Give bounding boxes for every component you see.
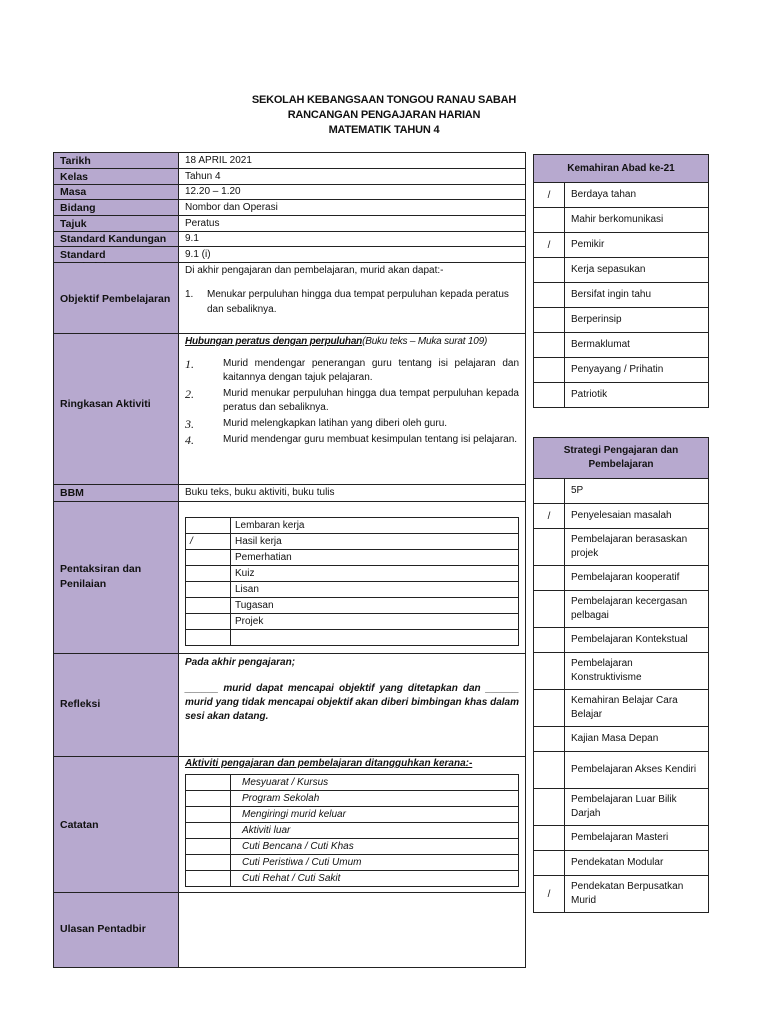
bbm-label: BBM bbox=[54, 485, 178, 502]
strategi-item: Pembelajaran kecergasan pelbagai bbox=[565, 591, 709, 628]
pentaksiran-mark[interactable]: / bbox=[186, 534, 231, 550]
catatan-row bbox=[186, 823, 519, 839]
strategi-row bbox=[534, 690, 709, 727]
ringkasan-step-no: 1. bbox=[185, 357, 194, 371]
pentaksiran-item: Pemerhatian bbox=[231, 550, 519, 566]
pentaksiran-row bbox=[186, 630, 519, 646]
catatan-item: Cuti Peristiwa / Cuti Umum bbox=[231, 855, 519, 871]
kemahiran-row bbox=[534, 208, 709, 233]
strategi-item: Pendekatan Berpusatkan Murid bbox=[565, 876, 709, 913]
catatan-mark[interactable] bbox=[186, 791, 231, 807]
kemahiran-mark[interactable] bbox=[534, 208, 565, 233]
strategi-row bbox=[534, 653, 709, 690]
strategi-mark[interactable] bbox=[534, 628, 565, 653]
catatan-row bbox=[186, 775, 519, 791]
kemahiran-row bbox=[534, 233, 709, 258]
kemahiran-mark[interactable] bbox=[534, 333, 565, 358]
ringkasan-step-text: Murid menukar perpuluhan hingga dua tempat perpuluhan kepada peratus dan sebaliknya. bbox=[223, 388, 519, 413]
strategi-row bbox=[534, 628, 709, 653]
kemahiran-item: Patriotik bbox=[565, 383, 709, 408]
ringkasan-step-text: Murid mendengar penerangan guru tentang isi pelajaran dan kaitannya dengan tajuk pelajaran. bbox=[223, 358, 519, 383]
pentaksiran-mark[interactable] bbox=[186, 614, 231, 630]
catatan-content bbox=[179, 757, 525, 893]
catatan-item: Mengiringi murid keluar bbox=[231, 807, 519, 823]
strategi-row bbox=[534, 851, 709, 876]
ringkasan-step bbox=[185, 433, 519, 447]
pentaksiran-item: Hasil kerja bbox=[231, 534, 519, 550]
strategi-row bbox=[534, 876, 709, 913]
tajuk-label: Tajuk bbox=[54, 216, 178, 232]
strategi-row bbox=[534, 727, 709, 752]
strategi-mark[interactable] bbox=[534, 566, 565, 591]
strategi-item: Pendekatan Modular bbox=[565, 851, 709, 876]
catatan-item: Aktiviti luar bbox=[231, 823, 519, 839]
tarikh-value: 18 APRIL 2021 bbox=[179, 153, 525, 169]
strategi-mark[interactable] bbox=[534, 591, 565, 628]
sp-label: Standard bbox=[54, 247, 178, 263]
kemahiran-row bbox=[534, 258, 709, 283]
kemahiran-mark[interactable] bbox=[534, 283, 565, 308]
pentaksiran-mark[interactable] bbox=[186, 598, 231, 614]
catatan-mark[interactable] bbox=[186, 823, 231, 839]
objektif-label: Objektif Pembelajaran bbox=[54, 263, 178, 334]
kemahiran-mark[interactable] bbox=[534, 258, 565, 283]
catatan-table bbox=[185, 774, 519, 887]
pentaksiran-item: Lisan bbox=[231, 582, 519, 598]
pentaksiran-row bbox=[186, 518, 519, 534]
strategi-item: Pembelajaran Akses Kendiri bbox=[565, 752, 709, 789]
catatan-mark[interactable] bbox=[186, 871, 231, 887]
pentaksiran-mark[interactable] bbox=[186, 630, 231, 646]
strategi-mark[interactable] bbox=[534, 479, 565, 504]
kemahiran-item: Mahir berkomunikasi bbox=[565, 208, 709, 233]
refleksi-label: Refleksi bbox=[54, 654, 178, 757]
kemahiran-mark[interactable] bbox=[534, 383, 565, 408]
strategi-row bbox=[534, 566, 709, 591]
catatan-mark[interactable] bbox=[186, 775, 231, 791]
school-name: SEKOLAH KEBANGSAAN TONGOU RANAU SABAH bbox=[251, 94, 517, 106]
strategi-row bbox=[534, 826, 709, 851]
kemahiran-row bbox=[534, 358, 709, 383]
strategi-title: Strategi Pengajaran dan Pembelajaran bbox=[534, 438, 709, 479]
catatan-mark[interactable] bbox=[186, 839, 231, 855]
strategi-item: Penyelesaian masalah bbox=[565, 504, 709, 529]
masa-value: 12.20 – 1.20 bbox=[179, 185, 525, 200]
pentaksiran-row bbox=[186, 614, 519, 630]
ringkasan-step-no: 3. bbox=[185, 417, 194, 431]
strategi-item: Pembelajaran kooperatif bbox=[565, 566, 709, 591]
pentaksiran-item bbox=[231, 630, 519, 646]
kemahiran-mark[interactable]: / bbox=[534, 233, 565, 258]
refleksi-line1: Pada akhir pengajaran; bbox=[185, 657, 296, 668]
ringkasan-heading: Hubungan peratus dengan perpuluhan bbox=[185, 336, 363, 347]
pentaksiran-table bbox=[185, 517, 519, 646]
ringkasan-content bbox=[179, 334, 525, 485]
strategi-mark[interactable]: / bbox=[534, 504, 565, 529]
catatan-row bbox=[186, 791, 519, 807]
sk-value: 9.1 bbox=[179, 232, 525, 247]
pentaksiran-content bbox=[179, 502, 525, 654]
ulasan-field[interactable] bbox=[179, 893, 525, 967]
strategi-mark[interactable]: / bbox=[534, 876, 565, 913]
pentaksiran-row bbox=[186, 582, 519, 598]
kemahiran-mark[interactable] bbox=[534, 358, 565, 383]
kemahiran-item: Penyayang / Prihatin bbox=[565, 358, 709, 383]
bidang-value: Nombor dan Operasi bbox=[179, 200, 525, 216]
strategi-row bbox=[534, 789, 709, 826]
sp-value: 9.1 (i) bbox=[179, 247, 525, 263]
ringkasan-steps bbox=[185, 357, 519, 447]
strategi-row bbox=[534, 479, 709, 504]
pentaksiran-item: Lembaran kerja bbox=[231, 518, 519, 534]
bidang-label: Bidang bbox=[54, 200, 178, 216]
strategi-item: Pembelajaran Kontekstual bbox=[565, 628, 709, 653]
objektif-item-no: 1. bbox=[185, 289, 194, 300]
objektif-intro: Di akhir pengajaran dan pembelajaran, murid akan dapat:- bbox=[185, 265, 444, 276]
main-form bbox=[53, 152, 526, 968]
kemahiran-row bbox=[534, 308, 709, 333]
catatan-row bbox=[186, 871, 519, 887]
pentaksiran-row bbox=[186, 566, 519, 582]
refleksi-line2: ______ murid dapat mencapai objektif yang ditetapkan dan ______ murid yang tidak mencapai objektif akan diberi bimbingan khas dalam sesi akan datang. bbox=[185, 683, 519, 722]
kemahiran-title: Kemahiran Abad ke-21 bbox=[534, 155, 709, 183]
pentaksiran-item: Tugasan bbox=[231, 598, 519, 614]
kemahiran-mark[interactable]: / bbox=[534, 183, 565, 208]
catatan-row bbox=[186, 839, 519, 855]
strategi-mark[interactable] bbox=[534, 789, 565, 826]
strategi-table bbox=[533, 437, 709, 913]
kemahiran-item: Kerja sepasukan bbox=[565, 258, 709, 283]
bbm-value: Buku teks, buku aktiviti, buku tulis bbox=[179, 485, 525, 502]
kemahiran-row bbox=[534, 183, 709, 208]
strategi-item: Pembelajaran berasaskan projek bbox=[565, 529, 709, 566]
catatan-row bbox=[186, 855, 519, 871]
catatan-item: Cuti Rehat / Cuti Sakit bbox=[231, 871, 519, 887]
objektif-content bbox=[179, 263, 525, 334]
kemahiran-row bbox=[534, 283, 709, 308]
pentaksiran-mark[interactable] bbox=[186, 550, 231, 566]
kemahiran-mark[interactable] bbox=[534, 308, 565, 333]
ringkasan-label: Ringkasan Aktiviti bbox=[54, 334, 178, 485]
catatan-heading: Aktiviti pengajaran dan pembelajaran ditangguhkan kerana:- bbox=[185, 758, 473, 769]
ringkasan-ref: (Buku teks – Muka surat 109) bbox=[362, 336, 488, 347]
strategi-item: 5P bbox=[565, 479, 709, 504]
kelas-value: Tahun 4 bbox=[179, 169, 525, 185]
subject-title: MATEMATIK TAHUN 4 bbox=[328, 124, 440, 136]
strategi-mark[interactable] bbox=[534, 727, 565, 752]
kemahiran-item: Berdaya tahan bbox=[565, 183, 709, 208]
pentaksiran-item: Kuiz bbox=[231, 566, 519, 582]
ringkasan-step-no: 2. bbox=[185, 387, 194, 401]
strategi-row bbox=[534, 529, 709, 566]
strategi-row bbox=[534, 752, 709, 789]
strategi-item: Kemahiran Belajar Cara Belajar bbox=[565, 690, 709, 727]
strategi-item: Pembelajaran Konstruktivisme bbox=[565, 653, 709, 690]
ringkasan-step bbox=[185, 417, 519, 431]
ulasan-label: Ulasan Pentadbir bbox=[54, 893, 178, 967]
kemahiran-item: Bermaklumat bbox=[565, 333, 709, 358]
strategi-item: Pembelajaran Masteri bbox=[565, 826, 709, 851]
ringkasan-step-text: Murid mendengar guru membuat kesimpulan tentang isi pelajaran. bbox=[223, 434, 518, 445]
catatan-item: Mesyuarat / Kursus bbox=[231, 775, 519, 791]
strategi-row bbox=[534, 591, 709, 628]
ringkasan-step bbox=[185, 357, 519, 385]
pentaksiran-row bbox=[186, 534, 519, 550]
kelas-label: Kelas bbox=[54, 169, 178, 185]
pentaksiran-mark[interactable] bbox=[186, 518, 231, 534]
catatan-item: Cuti Bencana / Cuti Khas bbox=[231, 839, 519, 855]
pentaksiran-mark[interactable] bbox=[186, 566, 231, 582]
kemahiran-item: Berperinsip bbox=[565, 308, 709, 333]
pentaksiran-label: Pentaksiran dan Penilaian bbox=[54, 502, 178, 654]
kemahiran-row bbox=[534, 333, 709, 358]
strategi-item: Kajian Masa Depan bbox=[565, 727, 709, 752]
strategi-item: Pembelajaran Luar Bilik Darjah bbox=[565, 789, 709, 826]
sk-label: Standard Kandungan bbox=[54, 232, 178, 247]
tajuk-value: Peratus bbox=[179, 216, 525, 232]
plan-title: RANCANGAN PENGAJARAN HARIAN bbox=[287, 109, 481, 121]
pentaksiran-mark[interactable] bbox=[186, 582, 231, 598]
catatan-label: Catatan bbox=[54, 757, 178, 893]
masa-label: Masa bbox=[54, 185, 178, 200]
strategi-mark[interactable] bbox=[534, 690, 565, 727]
strategi-row bbox=[534, 504, 709, 529]
ringkasan-step-text: Murid melengkapkan latihan yang diberi oleh guru. bbox=[223, 418, 448, 429]
kemahiran-row bbox=[534, 383, 709, 408]
ringkasan-step-no: 4. bbox=[185, 433, 194, 447]
strategi-mark[interactable] bbox=[534, 653, 565, 690]
kemahiran-item: Pemikir bbox=[565, 233, 709, 258]
catatan-row bbox=[186, 807, 519, 823]
strategi-mark[interactable] bbox=[534, 851, 565, 876]
refleksi-content bbox=[179, 654, 525, 757]
pentaksiran-row bbox=[186, 550, 519, 566]
pentaksiran-row bbox=[186, 598, 519, 614]
pentaksiran-item: Projek bbox=[231, 614, 519, 630]
strategi-mark[interactable] bbox=[534, 826, 565, 851]
kemahiran-table bbox=[533, 154, 709, 408]
strategi-mark[interactable] bbox=[534, 529, 565, 566]
catatan-mark[interactable] bbox=[186, 807, 231, 823]
tarikh-label: Tarikh bbox=[54, 153, 178, 169]
ringkasan-step bbox=[185, 387, 519, 415]
strategi-mark[interactable] bbox=[534, 752, 565, 789]
kemahiran-item: Bersifat ingin tahu bbox=[565, 283, 709, 308]
catatan-mark[interactable] bbox=[186, 855, 231, 871]
objektif-item: Menukar perpuluhan hingga dua tempat perpuluhan kepada peratus dan sebaliknya. bbox=[207, 289, 509, 315]
catatan-item: Program Sekolah bbox=[231, 791, 519, 807]
